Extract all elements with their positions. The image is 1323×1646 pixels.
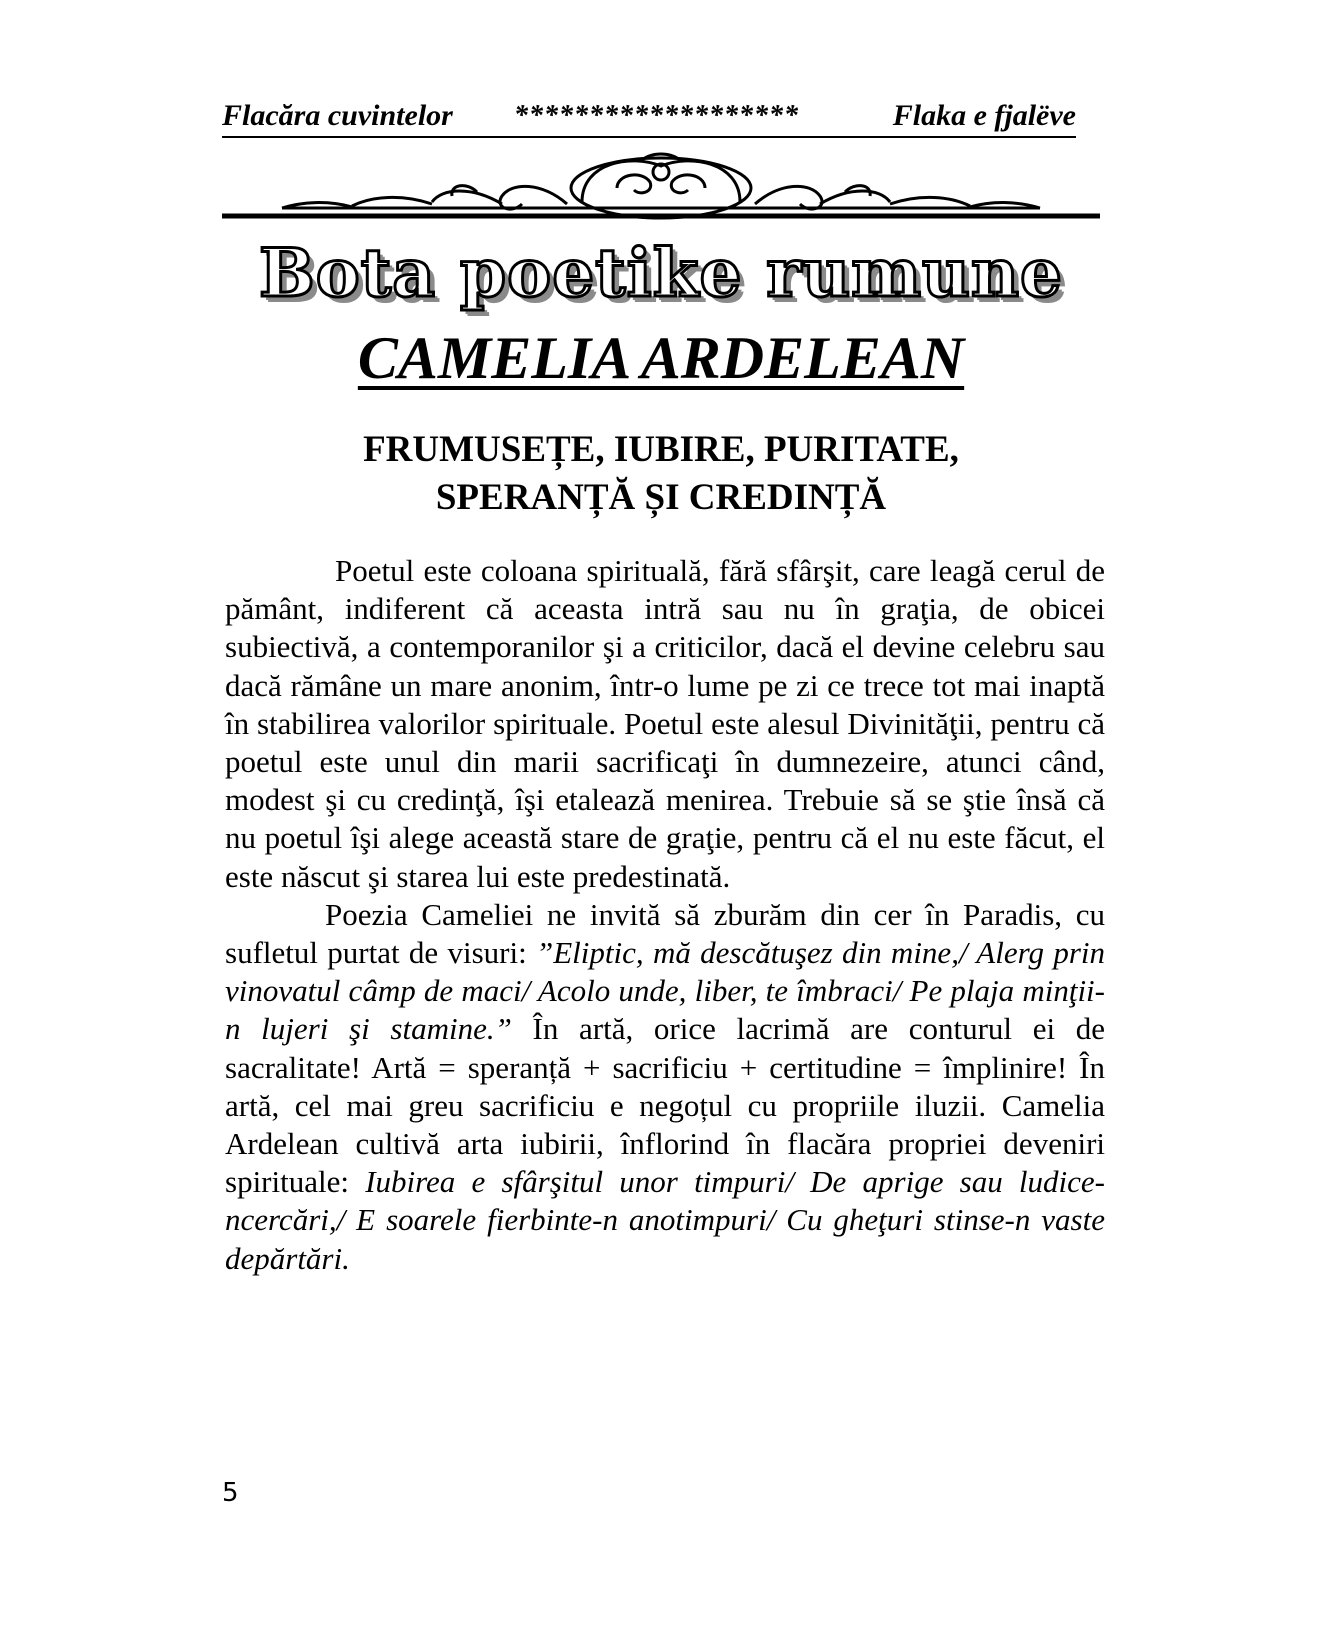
header-left-title: Flacăra cuvintelor xyxy=(222,99,453,132)
article-title xyxy=(222,426,1100,522)
page-number: 5 xyxy=(222,1478,239,1508)
paragraph-2-text-b: În artă, orice lacrimă are conturul ei de sacralitate! Artă = speranță + sacrificiu + certitudine = împlinire! În artă, cel mai greu sacrificiu e negoțul cu propriile iluzii. Camelia Ardelean cultivă arta iubirii, înflorind în flacăra propriei deveniri spirituale: xyxy=(225,1011,1106,1200)
title-line-2: SPERANȚĂ ȘI CREDINȚĂ xyxy=(435,477,887,518)
running-header xyxy=(222,96,1076,138)
section-banner: Bota poetike rumune xyxy=(258,234,1063,312)
paragraph-1: Poetul este coloana spirituală, fără sfârşit, care leagă cerul de pământ, indiferent că aceasta intră sau nu în graţia, de obicei subiectivă, a contemporanilor şi a criticilor, dacă el devine celebru sau dacă rămâne un mare anonim, într-o lume pe zi ce trece tot mai inaptă în stabilirea valorilor spirituale. Poetul este alesul Divinităţii, pentru că poetul este unul din marii sacrificaţi în dumnezeire, atunci când, modest şi cu credinţă, îşi etalează menirea. Trebuie să se ştie însă că nu poetul îşi alege această stare de graţie, pentru că el nu este făcut, el este născut şi starea lui este predestinată. xyxy=(225,553,1105,894)
header-right-title: Flaka e fjalëve xyxy=(892,99,1076,132)
header-stars: ******************* xyxy=(514,100,799,131)
poem-quote-2: Iubirea e sfârşitul unor timpuri/ De aprige sau ludice-ncercări,/ E soarele fierbinte-n anotimpuri/ Cu gheţuri stinse-n vaste depărtări. xyxy=(225,1164,1105,1276)
title-line-1: FRUMUSEȚE, IUBIRE, PURITATE, xyxy=(363,429,959,470)
article-body xyxy=(225,552,1105,1278)
poem-quote-1: ”Eliptic, mă descătuşez din mine,/ Alerg prin vinovatul câmp de maci/ Acolo unde, liber, te îmbraci/ Pe plaja minţii-n lujeri şi stamine.” xyxy=(225,935,1105,1047)
paragraph-2 xyxy=(225,896,1105,1278)
author-name: CAMELIA ARDELEAN xyxy=(357,325,965,391)
paragraph-2-text-a: Poezia Cameliei ne invită să zburăm din cer în Paradis, cu sufletul purtat de visuri: xyxy=(225,896,1105,971)
scroll-ornament-icon xyxy=(222,152,1100,240)
